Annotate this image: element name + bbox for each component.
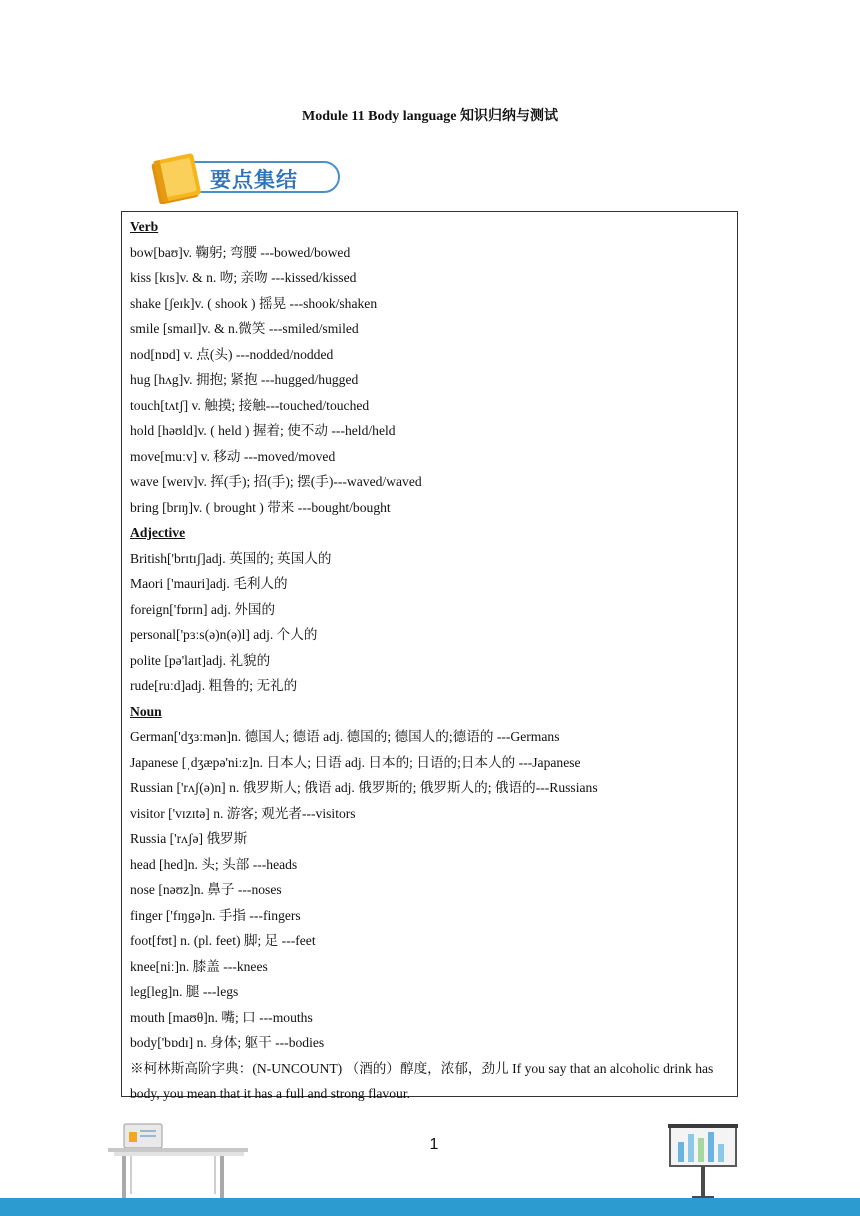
noun-entry: knee[niː]n. 膝盖 ---knees	[130, 958, 268, 974]
noun-heading: Noun	[130, 703, 162, 719]
noun-entry: leg[leg]n. 腿 ---legs	[130, 984, 239, 999]
adjective-list	[130, 546, 731, 699]
verb-list	[130, 240, 731, 521]
verb-entry: hold [həʊld]v. ( held ) 握着; 使不动 ---held/held	[130, 423, 396, 438]
noun-entry: foot[fʊt] n. (pl. feet) 脚; 足 ---feet	[130, 933, 316, 948]
document-title: Module 11 Body language 知识归纳与测试	[302, 109, 558, 124]
book-icon	[146, 152, 210, 204]
noun-entry: body['bɒdɪ] n. 身体; 躯干 ---bodies	[130, 1035, 325, 1050]
verb-entry: touch[tʌtʃ] v. 触摸; 接触---touched/touched	[130, 397, 370, 413]
verb-entry: bring [brɪŋ]v. ( brought ) 带来 ---bought/bought	[130, 499, 391, 515]
presentation-board-illustration	[668, 1124, 738, 1204]
adjective-entry: Maori ['mauri]adj. 毛利人的	[130, 576, 288, 591]
noun-entry: finger ['fɪŋgə]n. 手指 ---fingers	[130, 907, 301, 923]
adjective-heading: Adjective	[130, 525, 186, 540]
vocabulary-list	[130, 214, 731, 1106]
verb-entry: bow[baʊ]v. 鞠躬; 弯腰 ---bowed/bowed	[130, 244, 351, 260]
verb-entry: smile [smaɪl]v. & n.微笑 ---smiled/smiled	[130, 321, 359, 336]
page-number: 1	[429, 1136, 439, 1153]
adjective-entry: personal['pɜːs(ə)n(ə)l] adj. 个人的	[130, 627, 318, 642]
verb-heading: Verb	[130, 219, 159, 234]
banner-label: 要点集结	[210, 168, 298, 192]
noun-entry: Russian ['rʌʃ(ə)n] n. 俄罗斯人; 俄语 adj. 俄罗斯的; 俄罗斯人的; 俄语的---Russians	[130, 780, 598, 795]
footer-bar	[0, 1198, 860, 1216]
noun-entry: visitor ['vɪzɪtə] n. 游客; 观光者---visitors	[130, 805, 356, 821]
verb-entry: move[muːv] v. 移动 ---moved/moved	[130, 448, 336, 464]
verb-entry: kiss [kɪs]v. & n. 吻; 亲吻 ---kissed/kissed	[130, 270, 357, 285]
verb-entry: wave [weɪv]v. 挥(手); 招(手); 摆(手)---waved/waved	[130, 474, 422, 489]
noun-entry: head [hed]n. 头; 头部 ---heads	[130, 856, 298, 872]
adjective-entry: foreign['fɒrɪn] adj. 外国的	[130, 601, 276, 617]
desk-illustration	[108, 1120, 253, 1202]
adjective-entry: polite [pə'laɪt]adj. 礼貌的	[130, 652, 271, 668]
verb-entry: nod[nɒd] v. 点(头) ---nodded/nodded	[130, 346, 334, 362]
verb-entry: hug [hʌg]v. 拥抱; 紧抱 ---hugged/hugged	[130, 372, 359, 387]
verb-entry: shake [ʃeɪk]v. ( shook ) 摇晃 ---shook/shaken	[130, 295, 378, 311]
noun-entry: German['dʒɜːmən]n. 德国人; 德语 adj. 德国的; 德国人的;德语的 ---Germans	[130, 729, 560, 744]
noun-list	[130, 724, 731, 1056]
adjective-entry: rude[ruːd]adj. 粗鲁的; 无礼的	[130, 678, 298, 693]
noun-entry: Russia ['rʌʃə] 俄罗斯	[130, 831, 248, 846]
adjective-entry: British['brɪtɪʃ]adj. 英国的; 英国人的	[130, 550, 332, 566]
vocabulary-box	[121, 211, 738, 1101]
noun-entry: Japanese [ˌdʒæpə'niːz]n. 日本人; 日语 adj. 日本的; 日语的;日本人的 ---Japanese	[130, 754, 581, 770]
noun-entry: mouth [maʊθ]n. 嘴; 口 ---mouths	[130, 1009, 313, 1025]
noun-entry: nose [nəʊz]n. 鼻子 ---noses	[130, 882, 282, 897]
section-banner	[146, 152, 346, 204]
collins-note: ※柯林斯高阶字典：(N-UNCOUNT) （酒的）醇度，浓郁，劲儿 If you say that an alcoholic drink has body, you mean that it has a full and strong flavour.	[130, 1060, 714, 1101]
